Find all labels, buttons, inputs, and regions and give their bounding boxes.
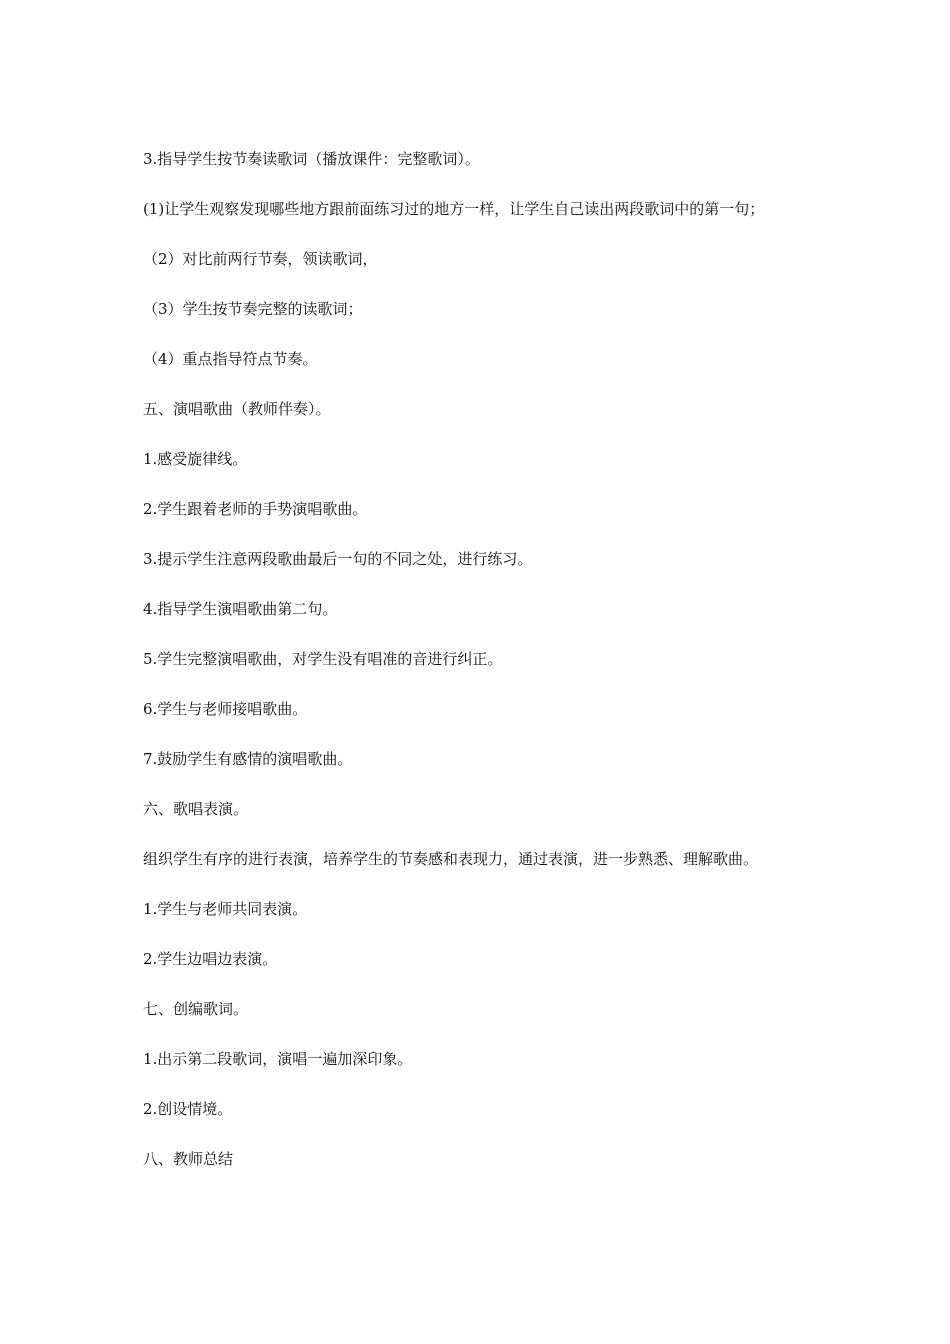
section-7-item-2: 2.创设情境。 [143, 1100, 233, 1118]
section-5-item-1: 1.感受旋律线。 [143, 450, 248, 468]
substep-1-observe: (1)让学生观察发现哪些地方跟前面练习过的地方一样，让学生自己读出两段歌词中的第一句； [143, 200, 765, 218]
section-5-item-7: 7.鼓励学生有感情的演唱歌曲。 [143, 750, 353, 768]
section-7-item-1: 1.出示第二段歌词，演唱一遍加深印象。 [143, 1050, 413, 1068]
section-7-heading: 七、创编歌词。 [143, 1000, 249, 1018]
section-6-intro: 组织学生有序的进行表演，培养学生的节奏感和表现力，通过表演，进一步熟悉、理解歌曲。 [143, 850, 759, 868]
substep-3-read-complete: （3）学生按节奏完整的读歌词； [143, 300, 363, 318]
section-5-item-4: 4.指导学生演唱歌曲第二句。 [143, 600, 338, 618]
section-5-item-2: 2.学生跟着老师的手势演唱歌曲。 [143, 500, 368, 518]
section-5-item-3: 3.提示学生注意两段歌曲最后一句的不同之处，进行练习。 [143, 550, 533, 568]
section-6-heading: 六、歌唱表演。 [143, 800, 249, 818]
substep-2-compare-rhythm: （2）对比前两行节奏，领读歌词， [143, 250, 378, 268]
section-5-item-6: 6.学生与老师接唱歌曲。 [143, 700, 308, 718]
section-5-item-5: 5.学生完整演唱歌曲，对学生没有唱准的音进行纠正。 [143, 650, 503, 668]
section-8-heading: 八、教师总结 [143, 1150, 234, 1168]
section-6-item-1: 1.学生与老师共同表演。 [143, 900, 308, 918]
step-3-read-lyrics: 3.指导学生按节奏读歌词（播放课件：完整歌词）。 [143, 150, 480, 168]
section-5-heading: 五、演唱歌曲（教师伴奏）。 [143, 400, 331, 418]
substep-4-dotted-rhythm: （4）重点指导符点节奏。 [143, 350, 318, 368]
section-6-item-2: 2.学生边唱边表演。 [143, 950, 278, 968]
